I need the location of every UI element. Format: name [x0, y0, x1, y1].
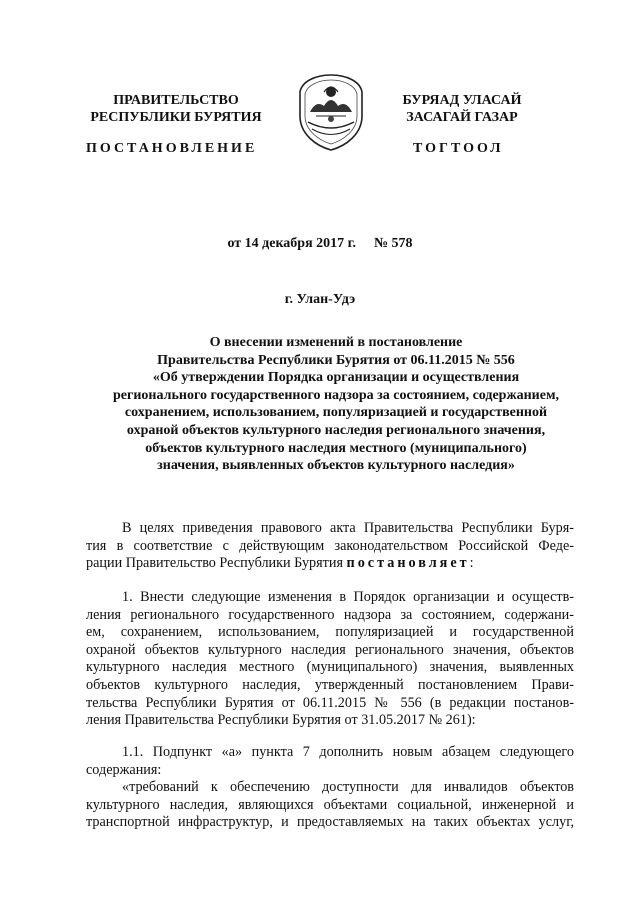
title-line: сохранением, использованием, популяризацией и государственной [124, 405, 548, 421]
body-line: культурного наследия, являющихся объектами социальной, инженерной и [86, 796, 574, 813]
body-line: ления Правительства Республики Бурятия от 31.05.2017 № 261): [86, 712, 476, 729]
decree-type-russian: ПОСТАНОВЛЕНИЕ [86, 141, 258, 156]
paragraph-1 [86, 589, 574, 730]
body-line: ем, сохранением, использованием, популяризацией и государственной [86, 624, 574, 641]
header-left-line: РЕСПУБЛИКИ БУРЯТИЯ [90, 110, 262, 125]
paragraph-1-1 [86, 744, 574, 832]
title-line: значения, выявленных объектов культурного наследия» [157, 458, 515, 474]
body-line: 1. Внести следующие изменения в Порядок организации и осуществ- [122, 589, 574, 605]
body-line: тельства Республики Бурятия от 06.11.2015 № 556 (в редакции постанов- [86, 694, 574, 711]
body-line: культурного наследия местного (муниципального) значения, выявленных [86, 659, 574, 676]
decree-city: г. Улан-Удэ [284, 292, 356, 307]
decree-title [86, 334, 586, 475]
decree-type-buryat: ТОГТООЛ [413, 141, 504, 156]
header-left-authority [86, 92, 266, 126]
header-right-line: ЗАСАГАЙ ГАЗАР [406, 110, 518, 125]
title-line: Правительства Республики Бурятия от 06.11.2015 № 556 [157, 352, 515, 368]
header-left-line: ПРАВИТЕЛЬСТВО [113, 93, 239, 108]
body-line: тия в соответствие с действующим законодательством Российской Феде- [86, 537, 574, 554]
body-line [86, 555, 574, 573]
title-line: объектов культурного наследия местного (муниципального) [145, 440, 527, 456]
title-line: «Об утверждении Порядка организации и осуществления [152, 370, 520, 386]
title-line: регионального государственного надзора за состоянием, содержанием, [113, 387, 559, 403]
body-line: «требований к обеспечению доступности для инвалидов объектов [122, 779, 574, 796]
decree-number: № 578 [373, 236, 413, 251]
title-line: О внесении изменений в постановление [209, 335, 463, 350]
preamble-text: рации Правительство Республики Бурятия [86, 555, 347, 572]
republic-coat-of-arms-icon [294, 72, 368, 152]
body-line: объектов культурного наследия, утвержденный постановлением Прави- [86, 676, 574, 693]
body-line: В целях приведения правового акта Правительства Республики Буря- [122, 520, 574, 536]
decree-date-line [0, 236, 640, 252]
resolves-keyword: постановляет [346, 555, 470, 572]
body-line: 1.1. Подпункт «а» пункта 7 дополнить новым абзацем следующего [122, 744, 574, 760]
title-line: охраной объектов культурного наследия регионального значения, [126, 422, 546, 438]
preamble-colon: : [469, 555, 474, 572]
preamble-paragraph [86, 520, 574, 573]
header-right-line: БУРЯАД УЛАСАЙ [402, 93, 522, 108]
decree-date: от 14 декабря 2017 г. [227, 236, 356, 251]
header-right-authority [372, 92, 552, 126]
body-line: ления регионального государственного надзора за состоянием, содержани- [86, 606, 574, 623]
body-line: содержания: [86, 761, 162, 778]
body-line: охраной объектов культурного наследия регионального значения, объектов [86, 641, 574, 658]
body-line: транспортной инфраструктур, и предоставляемых на таких объектах услуг, [86, 814, 574, 831]
